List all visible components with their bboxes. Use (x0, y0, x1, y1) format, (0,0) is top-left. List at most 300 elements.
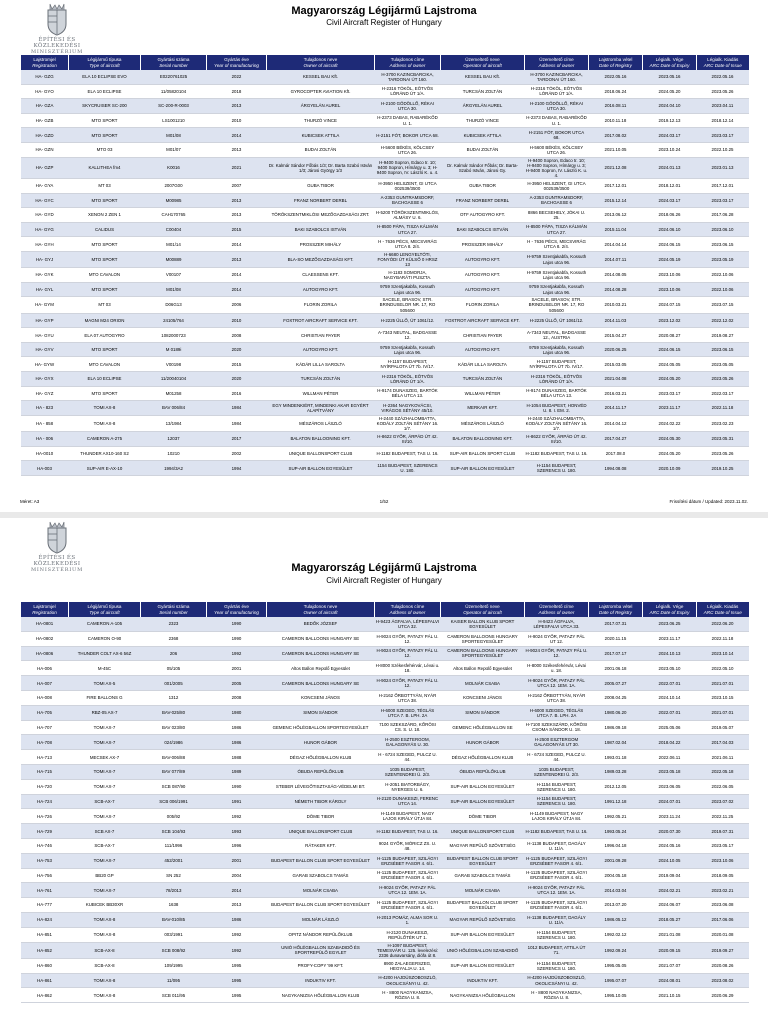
column-header (697, 55, 749, 70)
table-cell: BAV 023/80 (141, 720, 207, 735)
table-row (21, 297, 749, 313)
table-cell: KONCSENI JÁNOS (441, 690, 525, 705)
table-cell: 2018.04.22 (643, 735, 697, 750)
table-row (21, 646, 749, 661)
table-cell: 2017.07.17 (589, 646, 643, 661)
table-cell: H-1154 BUDAPEST, SZERENCS U. 180. (525, 794, 589, 809)
table-cell: STEBER LÉVEGŐTISZTASÁG-VÉDELMI BT. (267, 779, 375, 794)
table-cell: 11/095 (141, 973, 207, 988)
table-cell: H-2013 POMÁZ, ALMA SOR U. 1. (375, 912, 441, 927)
table-cell: H-1182 BUDAPEST, TAS U. 16. (525, 446, 589, 461)
table-cell: 1987.02.04 (589, 735, 643, 750)
table-cell: 2022.10.06 (697, 268, 749, 283)
table-cell: 2005.07.27 (589, 676, 643, 691)
table-cell: 1035 BUDAPEST, SZENTENDREI Ú. 2/3. (375, 764, 441, 779)
table-cell: BUDAI ZOLTÁN (267, 142, 375, 157)
table-cell: A-7343 NEUTAL, BADGASSE 12., AUSTRIA (525, 328, 589, 343)
column-header-hu: Légialk. Kiadás (707, 604, 739, 610)
table-cell: 2024.06.15 (643, 237, 697, 252)
column-header-hu: Tulajdonos címe (390, 604, 425, 610)
table-row (21, 988, 749, 1003)
logo-line-2: MINISZTÉRIUM (30, 567, 83, 573)
column-header (525, 602, 589, 617)
table-cell: 11/20040104 (141, 372, 207, 387)
table-cell: 111/1996 (141, 838, 207, 853)
table-cell: 2023.10.06 (697, 853, 749, 868)
table-cell: TOMI AX-8 (69, 927, 141, 942)
table-cell: 2022.06.20 (697, 617, 749, 631)
table-cell: H-6680 LENGYELTÓTI, FONYÓDI ÚT KÜLSŐ 0 HRSZ 13 (375, 251, 441, 267)
table-cell: INDUKTIV KFT. (441, 973, 525, 988)
table-cell: 2024.05.05 (643, 357, 697, 372)
table-cell: 2010 (207, 313, 267, 328)
table-cell: 2023.11.24 (643, 809, 697, 824)
column-header-en: Type of aircraft (89, 62, 120, 68)
table-cell: H - 7636 PÉCS, MECSVIRÁG UTCA 8. 2/4. (525, 237, 589, 252)
table-cell: 2019.10.25 (697, 461, 749, 476)
table-cell: THUNDER AX10-160 S2 (69, 446, 141, 461)
table-cell: PROSSZER MIHÁLY (441, 237, 525, 252)
table-cell: H - 6724 SZEGED, PULCZ U. 44. (375, 750, 441, 765)
column-header-hu: Lajstromjel (33, 57, 56, 63)
table-cell: 2021.10.15 (643, 988, 697, 1003)
table-cell: 2021.06.11 (697, 750, 749, 765)
table-cell: 2019.09.04 (643, 868, 697, 883)
table-cell: H-9400 Sopron, Edaco tr. 10; H-9400 Sopron, Hímárgy u. 3; H-9400 Sopron, IV. László K. u. 4. (525, 157, 588, 178)
table-cell: 003/1991 (141, 927, 207, 942)
column-header (207, 602, 267, 617)
column-header (441, 602, 525, 617)
table-cell: H-1125 BUDAPEST, SZILÁGYI ERZSÉBET FASOR 4. 6/1. (375, 853, 441, 868)
table-cell: HA-708 (21, 735, 69, 750)
table-cell: 2023.05.18 (643, 764, 697, 779)
table-cell: H-2162 ŐRBOTTYÁN, NYÁR UTCA 38. (525, 690, 589, 705)
table-cell: 2014 (207, 237, 267, 252)
column-header (267, 55, 375, 70)
table-cell: HA-715 (21, 764, 69, 779)
table-cell: CAMERON BALLOONS HUNGARY SPORTEGYESÜLET (441, 646, 525, 661)
table-cell: H-8622 GYŐR, ÁRPÁD ÚT 42. III/10. (525, 432, 589, 447)
table-cell: 2022.10.06 (697, 282, 749, 297)
table-cell: H-1154 BUDAPEST, SZERENCS U. 180. (525, 461, 589, 476)
table-cell: 2023.05.19 (697, 251, 749, 267)
table-cell: SUP-AIR BALLON EGYESÜLET (441, 958, 525, 973)
table-cell: 2013 (207, 251, 267, 267)
table-cell: 2022.06.05 (697, 779, 749, 794)
column-header (207, 55, 267, 70)
table-cell: 2010 (207, 113, 267, 128)
column-header-en: Serial number (159, 62, 188, 68)
page-subtitle: Civil Aircraft Register of Hungary (326, 576, 442, 585)
table-cell: Altos Ballon Repülő Egyesület (441, 661, 525, 676)
table-cell: V00107 (141, 268, 207, 283)
table-cell: H-3950 HELSZENT, GI UTCA 002539/3500 (525, 178, 589, 193)
table-cell: H-8000 Székesfehérvár, Lévai u. 18. (525, 661, 589, 676)
table-row (21, 282, 749, 297)
table-cell: 1989.03.28 (589, 764, 643, 779)
column-header (141, 55, 207, 70)
table-cell: M01/08 (141, 282, 207, 297)
table-row (21, 794, 749, 809)
table-cell: 2015 (207, 222, 267, 237)
table-cell: 1995.05.05 (589, 958, 643, 973)
table-cell: HA- GYD (21, 208, 69, 223)
table-cell: MAGYAR REPÜLŐ SZÖVETSÉG (441, 912, 525, 927)
table-cell: UNIQUE BALLONSPORT CLUB (441, 824, 525, 839)
table-cell: 2023.05.17 (697, 838, 749, 853)
table-cell: C00404 (141, 222, 207, 237)
column-header (267, 602, 375, 617)
table-row (21, 222, 749, 237)
column-header-hu: Üzemeltető neve (465, 57, 500, 63)
table-cell: 2023.11.17 (643, 631, 697, 646)
table-cell: SUP-AIR E-AX-10 (69, 461, 141, 476)
table-cell: HA-756 (21, 868, 69, 883)
table-cell: 2023.06.15 (697, 237, 749, 252)
table-cell: AUTOGYRO KFT. (441, 282, 525, 297)
table-cell: 2023.06.25 (643, 617, 697, 631)
table-row (21, 313, 749, 328)
table-cell: HA- GYV (21, 342, 69, 357)
column-header (697, 602, 749, 617)
table-cell: 2020.11.15 (589, 631, 643, 646)
table-cell: MÉSZÁROS LÁSZLÓ (441, 415, 525, 431)
table-cell: 2020.08.27 (643, 328, 697, 343)
table-cell: HA- GYO (21, 84, 69, 99)
column-header-en: Operator of aircraft (463, 609, 502, 615)
table-cell: SC-200-R-0003 (141, 99, 207, 114)
table-cell: 2019.05.07 (697, 720, 749, 735)
table-cell: KESSEL BAU Kft. (267, 70, 375, 84)
table-cell: 2013 (207, 898, 267, 913)
table-cell: 2008.04.25 (589, 690, 643, 705)
column-header (643, 602, 697, 617)
table-cell: 2022.11.18 (697, 631, 749, 646)
column-header-en: Address of owner (389, 62, 426, 68)
table-cell: H-4200 HAJDÚSZOBOSZLÓ, OKOLICSÁNYI U. 42. (525, 973, 589, 988)
table-cell: 2024.06.07 (643, 898, 697, 913)
table-cell: 1994/3A2 (141, 461, 207, 476)
table-cell: H-9174 DUNASZEG, BARTÓK BÉLA UTCA 13. (525, 386, 589, 401)
table-cell: TOMI AX-7 (69, 779, 141, 794)
table-cell: MOLNÁR CSABA (441, 883, 525, 898)
table-cell: MT 03 (69, 178, 141, 193)
table-cell: 2015 (207, 357, 267, 372)
table-cell: 2020.10.09 (643, 461, 697, 476)
table-cell: BAV 006/84 (141, 401, 207, 416)
table-cell: FLORIN ZORILA (267, 297, 375, 313)
table-cell: CAMERON A-105 (69, 617, 141, 631)
column-header-hu: Gyártás éve (224, 57, 249, 63)
table-cell: 78/2013 (141, 883, 207, 898)
table-cell: KUBICSEK ATTILA (267, 128, 375, 143)
table-cell: MAGNI M24 ORION (69, 313, 141, 328)
table-cell: 1992 (207, 942, 267, 958)
table-cell: 1994 (207, 461, 267, 476)
table-cell: 2014.11.17 (589, 401, 643, 416)
table-cell: 9759 Szentjakabfa, Kossuth Lajos utca 96. (525, 342, 589, 357)
table-cell: M00985 (141, 193, 207, 208)
table-cell: UNIÓ HŐLÉGBALLON SZABADIDŐ (441, 942, 525, 958)
table-cell: 1992 (207, 809, 267, 824)
table-cell: CAMERON BALLOONS HUNGARY SPORTEGYESÜLET (441, 631, 525, 646)
table-cell: ELA 10 ECLIPSE (69, 84, 141, 99)
table-cell: H-1138 BUDAPEST, DAGÁLY U. 11/A. (525, 912, 589, 927)
table-cell: 2024.10.13 (643, 646, 697, 661)
table-cell: 2021.07.01 (697, 705, 749, 720)
table-cell: 2021.12.08 (589, 157, 643, 178)
column-header (141, 602, 207, 617)
table-cell: M-45C (69, 661, 141, 676)
table-cell: 2013.06.12 (589, 208, 643, 223)
table-cell: H-8622 GYŐR, ÁRPÁD ÚT 42. III/10. (375, 432, 441, 447)
table-cell: BAKI SZABOLCS ISTVÁN (267, 222, 375, 237)
table-cell: MTO 03 (69, 142, 141, 157)
column-header (375, 55, 441, 70)
table-cell: BEDŐK JÓZSEF (267, 617, 375, 631)
table-row (21, 446, 749, 461)
table-row (21, 268, 749, 283)
table-row (21, 461, 749, 476)
table-cell: HA - 006 (21, 432, 69, 447)
register-table (20, 602, 749, 1003)
table-row (21, 676, 749, 691)
table-cell: DÉGAZ HŐLÉGBALLON KLUB (267, 750, 375, 765)
table-cell: 2010.03.21 (589, 297, 643, 313)
table-cell: 2015.03.05 (589, 357, 643, 372)
table-cell: HA- GYW (21, 357, 69, 372)
table-cell: HA-707 (21, 720, 69, 735)
footer-updated: Frissítési dátum / Updated: 2023.11.02. (669, 499, 748, 504)
column-header-en: ARC Date of Expiry (649, 609, 690, 615)
table-row (21, 142, 749, 157)
table-cell: 2014.08.05 (589, 268, 643, 283)
table-cell: HA-0010 (21, 446, 69, 461)
table-cell: ÁRGYELÁN AUREL (267, 99, 375, 114)
column-header-hu: Üzemeltető neve (465, 604, 500, 610)
table-cell: TOMI AX-5 (69, 676, 141, 691)
table-cell: FOXTROT AIRCRAFT SERVICE KFT. (441, 313, 525, 328)
table-cell: 9759 Szentjakabfa, Kossuth Lajos utca 96. (375, 282, 441, 297)
table-cell: 2023.03.17 (643, 386, 697, 401)
column-header-en: Registration (32, 62, 57, 68)
table-cell: 8900 ZALAEGERSZEG, HEGYALJA U. 14. (375, 958, 441, 973)
table-cell: AUTOGYRO KFT. (441, 251, 525, 267)
table-cell: CLAESSENS KFT. (267, 268, 375, 283)
table-cell: 1986 (207, 912, 267, 927)
table-cell: WILLMAN PÉTER (267, 386, 375, 401)
table-cell: AUTOGYRO KFT. (441, 342, 525, 357)
table-cell: 2001.09.28 (589, 853, 643, 868)
table-cell: 2016.08.11 (589, 99, 643, 114)
table-cell: H-3700 KAZINCBARCIKA, TARDONAI ÚT 160. (525, 70, 589, 84)
table-cell: 2008 (207, 328, 267, 343)
table-cell: H-8000 Székesfehérvár, Lévai u. 18. (375, 661, 441, 676)
table-cell: 2024.05.20 (643, 372, 697, 387)
table-cell: 1986.05.12 (589, 912, 643, 927)
table-cell: 2016.03.21 (589, 386, 643, 401)
table-cell: TURCSÁN ZOLTÁN (441, 372, 525, 387)
table-cell: 2024.05.19 (643, 251, 697, 267)
table-cell: HA- GYP (21, 313, 69, 328)
table-cell: 2018 (207, 84, 267, 99)
table-cell: H-9024 GYŐR, PATAZY PÁL UTCA 12. 1EM. 1A. (525, 883, 589, 898)
table-cell: H - 6724 SZEGED, PULCZ U. 44. (525, 750, 589, 765)
table-cell: 1993 (207, 824, 267, 839)
table-cell: BAV-006/88 (141, 750, 207, 765)
table-cell: 1984 (207, 415, 267, 431)
table-cell: H-1125 BUDAPEST, SZILÁGYI ERZSÉBET FASOR 4. 6/1. (375, 868, 441, 883)
table-cell: 2022.07.01 (643, 705, 697, 720)
table-cell: H-2316 TÓKÖL, EÖTVÖS LÓRÁND ÚT 1/A. (525, 372, 589, 387)
table-cell: 2024.10.14 (643, 690, 697, 705)
table-cell: 2023.05.05 (697, 357, 749, 372)
table-row (21, 720, 749, 735)
table-cell: CAMERON BALLOONS HUNGARY SE (267, 631, 375, 646)
table-cell: HA-777 (21, 898, 69, 913)
table-cell: WILLMAN PÉTER (441, 386, 525, 401)
footer-page-number: 1/52 (379, 499, 389, 504)
table-cell: 1996 (207, 838, 267, 853)
table-cell: SUP-AIR BALLON EGYESÜLET (441, 794, 525, 809)
table-cell: 2017.12.01 (697, 178, 749, 193)
table-cell: HA-705 (21, 705, 69, 720)
table-cell: 2022.05.16 (697, 70, 749, 84)
table-cell: TOMI AX-8 (69, 973, 141, 988)
footer-size: Méret: A3 (20, 499, 40, 504)
table-cell: HA-761 (21, 883, 69, 898)
table-cell: 2022 (207, 70, 267, 84)
table-cell: H-1182 BUDAPEST, TAS U. 16. (375, 446, 441, 461)
table-cell: SACELE, BRASOV, STR. BRINDUSELOR NR. 17, RO 505600 (375, 297, 441, 313)
table-cell: MTO SPORT (69, 113, 141, 128)
page-footer (20, 499, 748, 504)
table-cell: 2014.08.28 (589, 282, 643, 297)
table-cell: H-2151 FÓT, BOKOR UTCA 68. (375, 128, 441, 143)
table-row (21, 128, 749, 143)
column-header (589, 602, 643, 617)
table-cell: CAMERON BALLOONS HUNGARY SE (267, 646, 375, 661)
table-cell: 2022.06.11 (643, 750, 697, 765)
table-cell: H-9024 GYŐR, PATAZY PÁL U. 12. (525, 646, 589, 661)
table-cell: 2023.04.11 (697, 99, 749, 114)
table-cell: KUBICEK BB30XR (69, 898, 141, 913)
table-cell: 2010.11.18 (589, 113, 643, 128)
table-cell: H-9024 GYŐR, PATAZY PÁL UTCA 12. 1EM. 1A. (375, 883, 441, 898)
table-cell: HA- GZG (21, 70, 69, 84)
table-cell: 1995 (207, 958, 267, 973)
table-cell: 2017.12.01 (589, 178, 643, 193)
table-cell: 2012.12.05 (589, 779, 643, 794)
table-cell: 2004 (207, 868, 267, 883)
table-cell: Dr. Kalmár Sándor Főbás; Dr. Barta-Szabó István, Járosi Gy. (441, 157, 525, 178)
table-cell: H-9174 DUNASZEG, BARTÓK BÉLA UTCA 13. (375, 386, 441, 401)
table-cell: HA - 823 (21, 401, 69, 416)
table-cell: 2022.05.10 (697, 661, 749, 676)
table-row (21, 342, 749, 357)
table-cell: MTO CAVALON (69, 357, 141, 372)
table-row (21, 942, 749, 958)
table-cell: H-1125 BUDAPEST, SZILÁGYI ERZSÉBET FASOR 4. 6/1. (525, 898, 589, 913)
table-cell: RÁTAKER KFT. (267, 838, 375, 853)
table-row (21, 357, 749, 372)
table-cell: H-8500 PÁPA, TISZA KÁLMÁN UTCA 27. (525, 222, 589, 237)
table-row (21, 853, 749, 868)
table-cell: 1035 BUDAPEST, SZENTENDREI Ú. 2/3. (525, 764, 589, 779)
table-cell: H-2225 ÜLLŐ, ÚT 1061/12. (375, 313, 441, 328)
table-cell: 2024.07.01 (643, 794, 697, 809)
table-cell: HA-824 (21, 912, 69, 927)
table-cell: GYROCOPTER AVIATION Kft. (267, 84, 375, 99)
table-cell: ÁRGYELÁN AUREL (441, 99, 525, 114)
column-header-en: Date of Registry (599, 62, 632, 68)
table-cell: 1995 (207, 973, 267, 988)
column-header-en: Date of Registry (599, 609, 632, 615)
table-cell: H-9024 GYŐR, PATAZY PÁL UT 12. (525, 631, 589, 646)
table-cell: 1986 (207, 720, 267, 735)
table-cell: HA-713 (21, 750, 69, 765)
table-cell: 2017.04.03 (697, 735, 749, 750)
table-cell: MTO SPORT (69, 386, 141, 401)
column-header-hu: Gyártási száma (157, 604, 190, 610)
table-cell: 2004.05.18 (589, 868, 643, 883)
table-cell: MOLNÁR CSABA (267, 883, 375, 898)
table-cell: ELA 07 AUTOGYRO (69, 328, 141, 343)
table-cell: E0220761025 (141, 70, 207, 84)
table-cell: 1991.12.18 (589, 794, 643, 809)
table-cell: H-2051 BIATORBÁGY, NYERGES U. 6. (375, 779, 441, 794)
table-cell: PROSSZER MIHÁLY (267, 237, 375, 252)
table-cell: CAMERON O-90 (69, 631, 141, 646)
column-header-en: Address of owner (538, 609, 575, 615)
table-cell: 206 (141, 646, 207, 661)
table-cell: SCB 087/90 (141, 779, 207, 794)
table-cell: 9759 Szentjakabfa, Kossuth Lajos utca 96. (525, 282, 589, 297)
column-header-en: Serial number (159, 609, 188, 615)
table-cell: KESSEL BAU Kft. (441, 70, 525, 84)
table-cell: HA-861 (21, 973, 69, 988)
table-cell: TOMI AX-7 (69, 809, 141, 824)
table-cell: OTF AUTOGYRO KFT. (441, 208, 525, 223)
table-cell: HA-0802 (21, 631, 69, 646)
column-header-hu: Lajstromba vétel (598, 604, 633, 610)
table-cell: H-4200 HAJDÚSZOBOSZLÓ, OKOLICSÁNYI U. 42. (375, 973, 441, 988)
table-cell: 10210 (141, 446, 207, 461)
table-cell: TOMI AX-8 (69, 401, 141, 416)
table-cell: SCB 008/92 (141, 942, 207, 958)
table-cell: BUDAPEST BALLON CLUB SPORT EGYESÜLET (441, 898, 525, 913)
table-cell: H-9423 ÁGFALVA, LÉPESFALVI UTCA 33. (525, 617, 589, 631)
table-cell: DÖME TIBOR (267, 809, 375, 824)
table-cell: 1992.09.24 (589, 942, 643, 958)
table-cell: H-3950 HELSZENT, GI UTCA 002539/3500 (375, 178, 441, 193)
table-cell: HA- GYH (21, 237, 69, 252)
table-cell: SUP-AIR BALLON EGYESÜLET (441, 927, 525, 942)
table-cell: DÉGAZ HŐLÉGBALLON KLUB (441, 750, 525, 765)
table-cell: 1995 (207, 988, 267, 1003)
table-cell: H-2225 ÜLLŐ, ÚT 1061/12. (525, 313, 589, 328)
table-cell: A-2353 GUNTRAMSDORF, BACHGASSE 6 (525, 193, 589, 208)
table-cell: HA-862 (21, 988, 69, 1003)
column-header-en: ARC Date of Issue (703, 62, 742, 68)
table-cell: H - 7636 PÉCS, MECSVIRÁG UTCA 8. 2/4. (375, 237, 441, 252)
table-cell: MTO SPORT (69, 342, 141, 357)
table-cell: H - 8800 NAGYKANIZSA, RÓZSA U. 8. (525, 988, 589, 1003)
table-cell: 2014 (207, 282, 267, 297)
table-cell: 1993.05.24 (589, 824, 643, 839)
table-cell: 2024.06.15 (643, 342, 697, 357)
table-cell: CAMERON BALLOONS HUNGARY SE (267, 676, 375, 691)
